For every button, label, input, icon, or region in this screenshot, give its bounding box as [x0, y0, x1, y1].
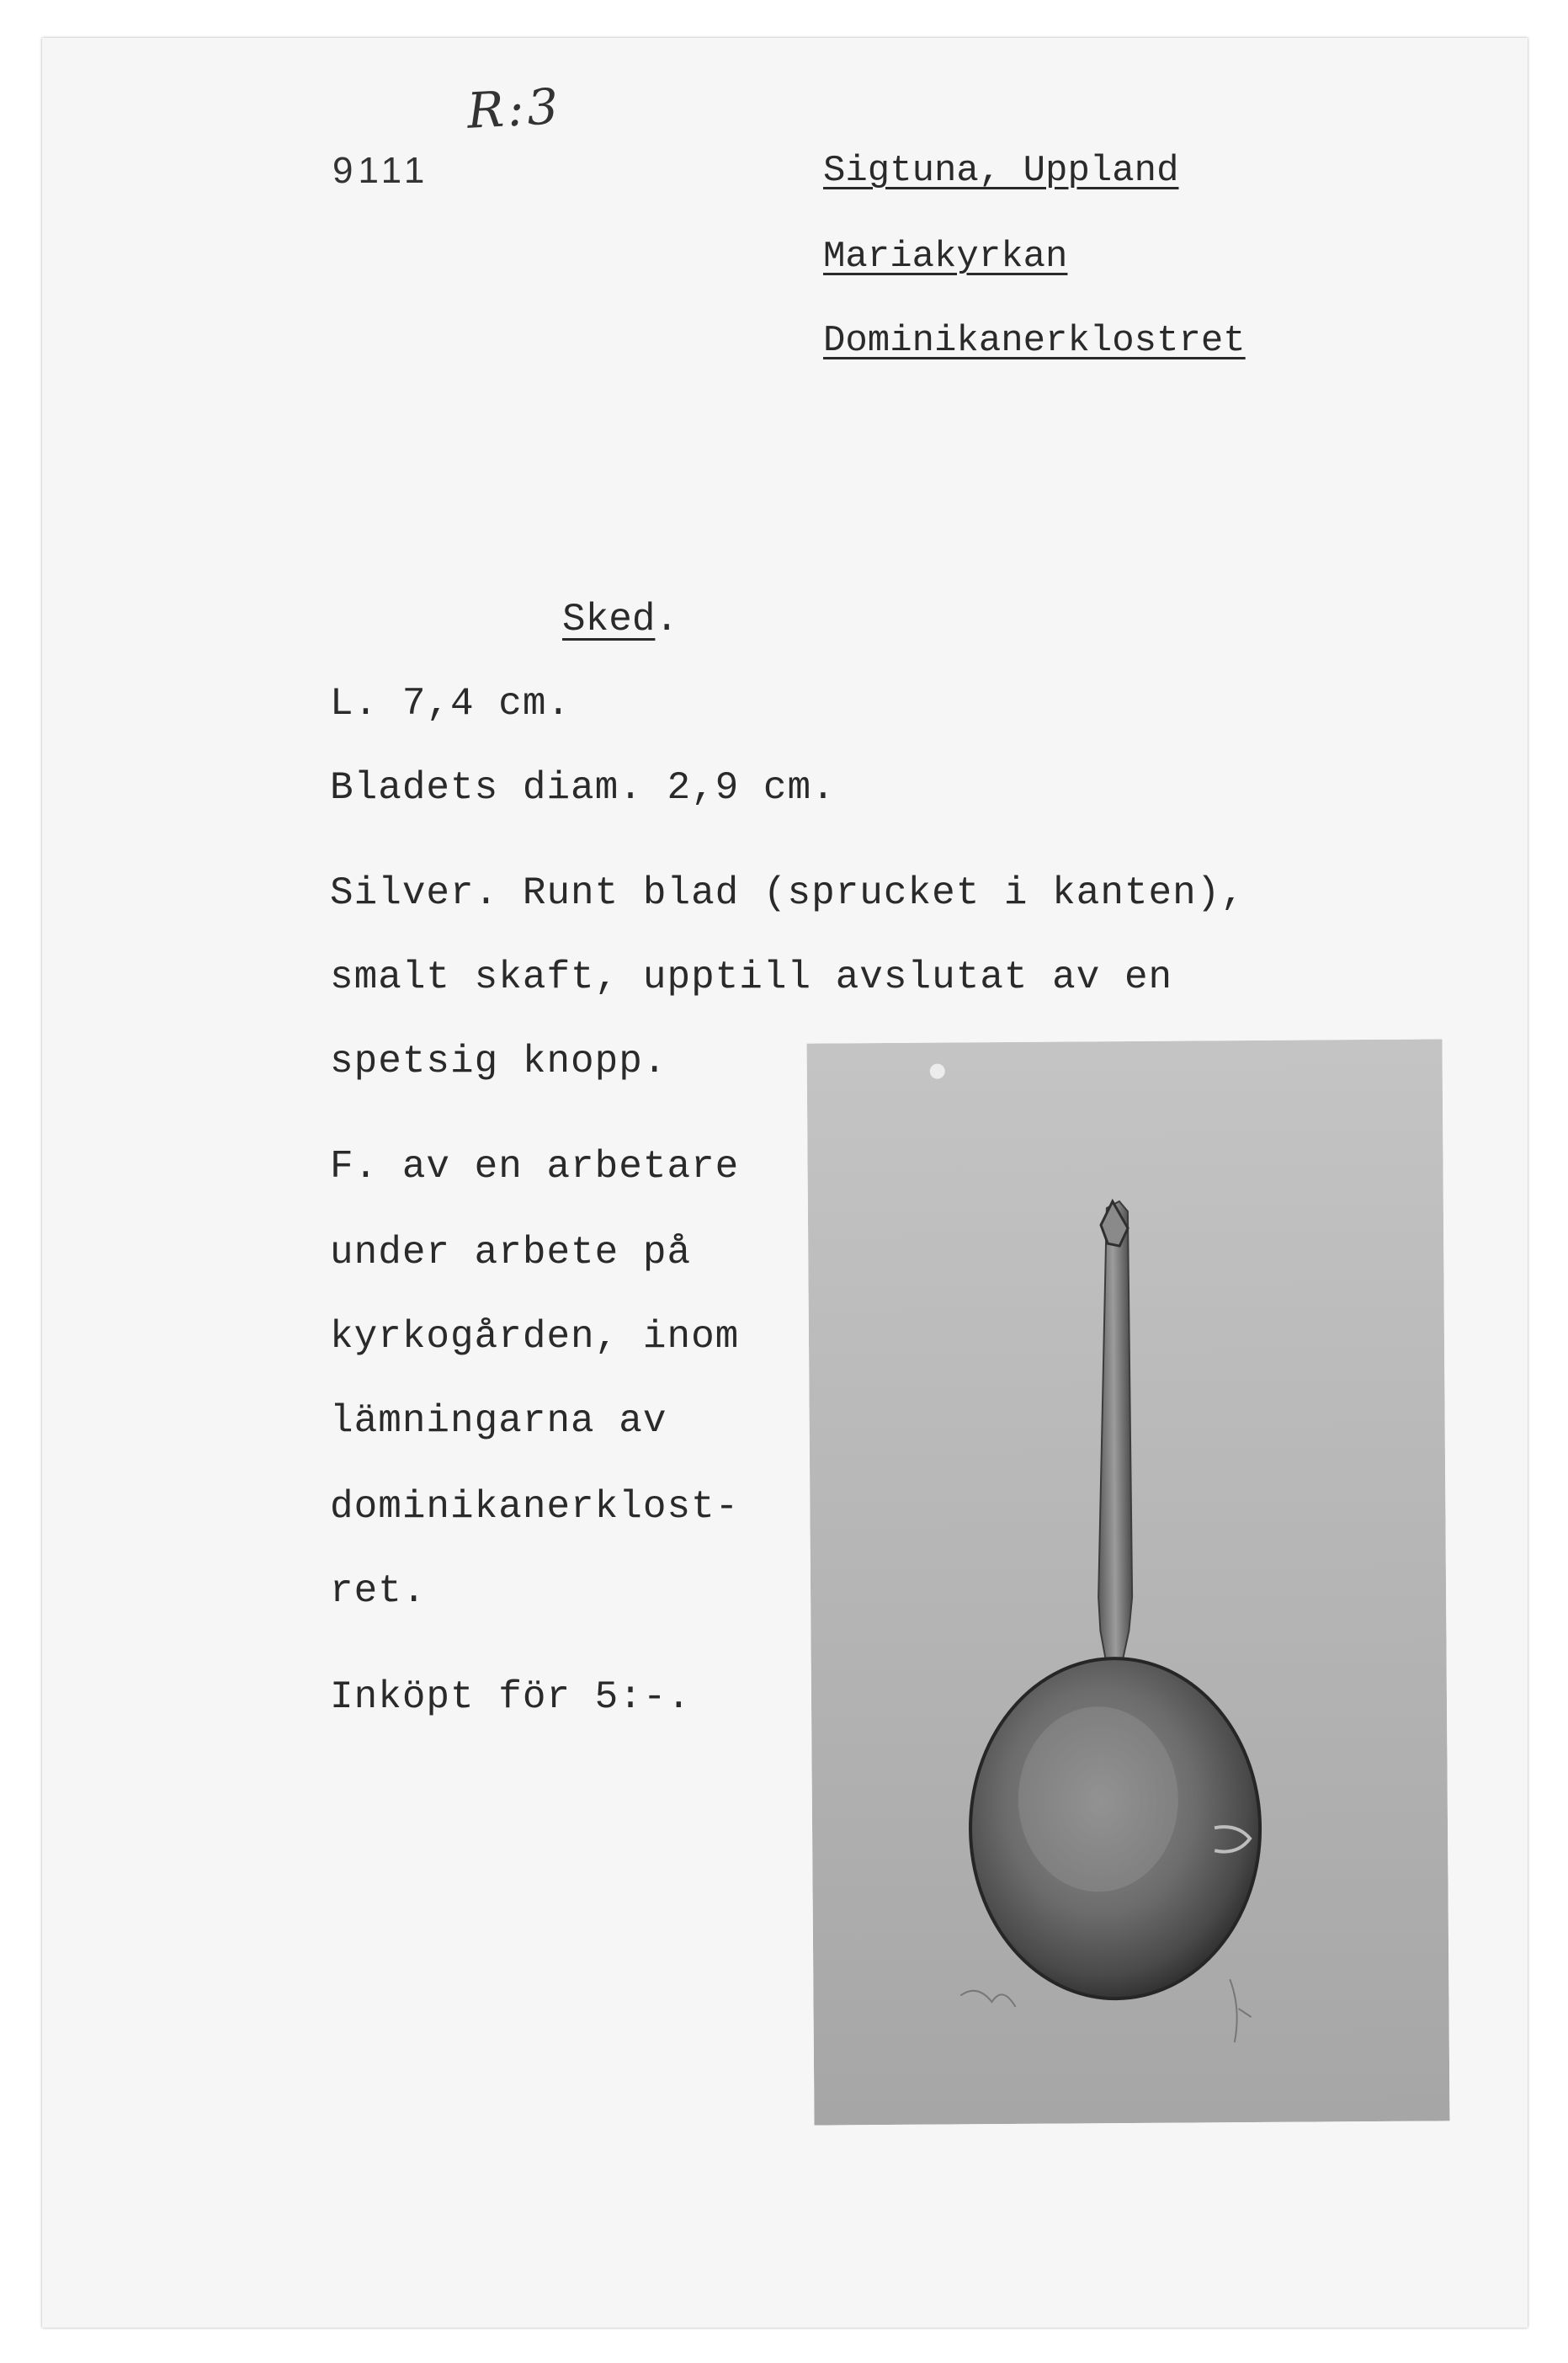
description-line: spetsig knopp.: [330, 1040, 667, 1083]
find-info-line: dominikanerklost-: [330, 1485, 740, 1529]
measurement-length: L. 7,4 cm.: [330, 682, 571, 726]
find-info-line: under arbete på: [330, 1231, 692, 1275]
location-line-2: Mariakyrkan: [823, 236, 1068, 278]
photo-speck: [930, 1064, 945, 1079]
measurement-diameter: Bladets diam. 2,9 cm.: [330, 766, 836, 810]
description-line: Silver. Runt blad (sprucket i kanten),: [330, 871, 1245, 915]
find-info-line: F. av en arbetare: [330, 1145, 740, 1189]
catalog-number: 9111: [332, 150, 430, 191]
location-line-1: Sigtuna, Uppland: [823, 150, 1179, 192]
spoon-photo-image: [807, 1039, 1450, 2125]
object-title: [562, 598, 678, 641]
purchase-note: Inköpt för 5:-.: [330, 1675, 692, 1719]
object-title-text: Sked: [562, 598, 656, 641]
find-info-line: lämningarna av: [330, 1399, 667, 1443]
bowl-highlight: [1018, 1706, 1179, 1892]
find-info-line: ret.: [330, 1569, 427, 1613]
location-line-3: Dominikanerklostret: [823, 320, 1246, 362]
spoon-photograph: [807, 1039, 1450, 2125]
find-info-line: kyrkogården, inom: [330, 1315, 740, 1359]
description-line: smalt skaft, upptill avslutat av en: [330, 955, 1173, 999]
object-title-period: .: [655, 598, 679, 641]
handwritten-note: R:3: [465, 77, 563, 140]
